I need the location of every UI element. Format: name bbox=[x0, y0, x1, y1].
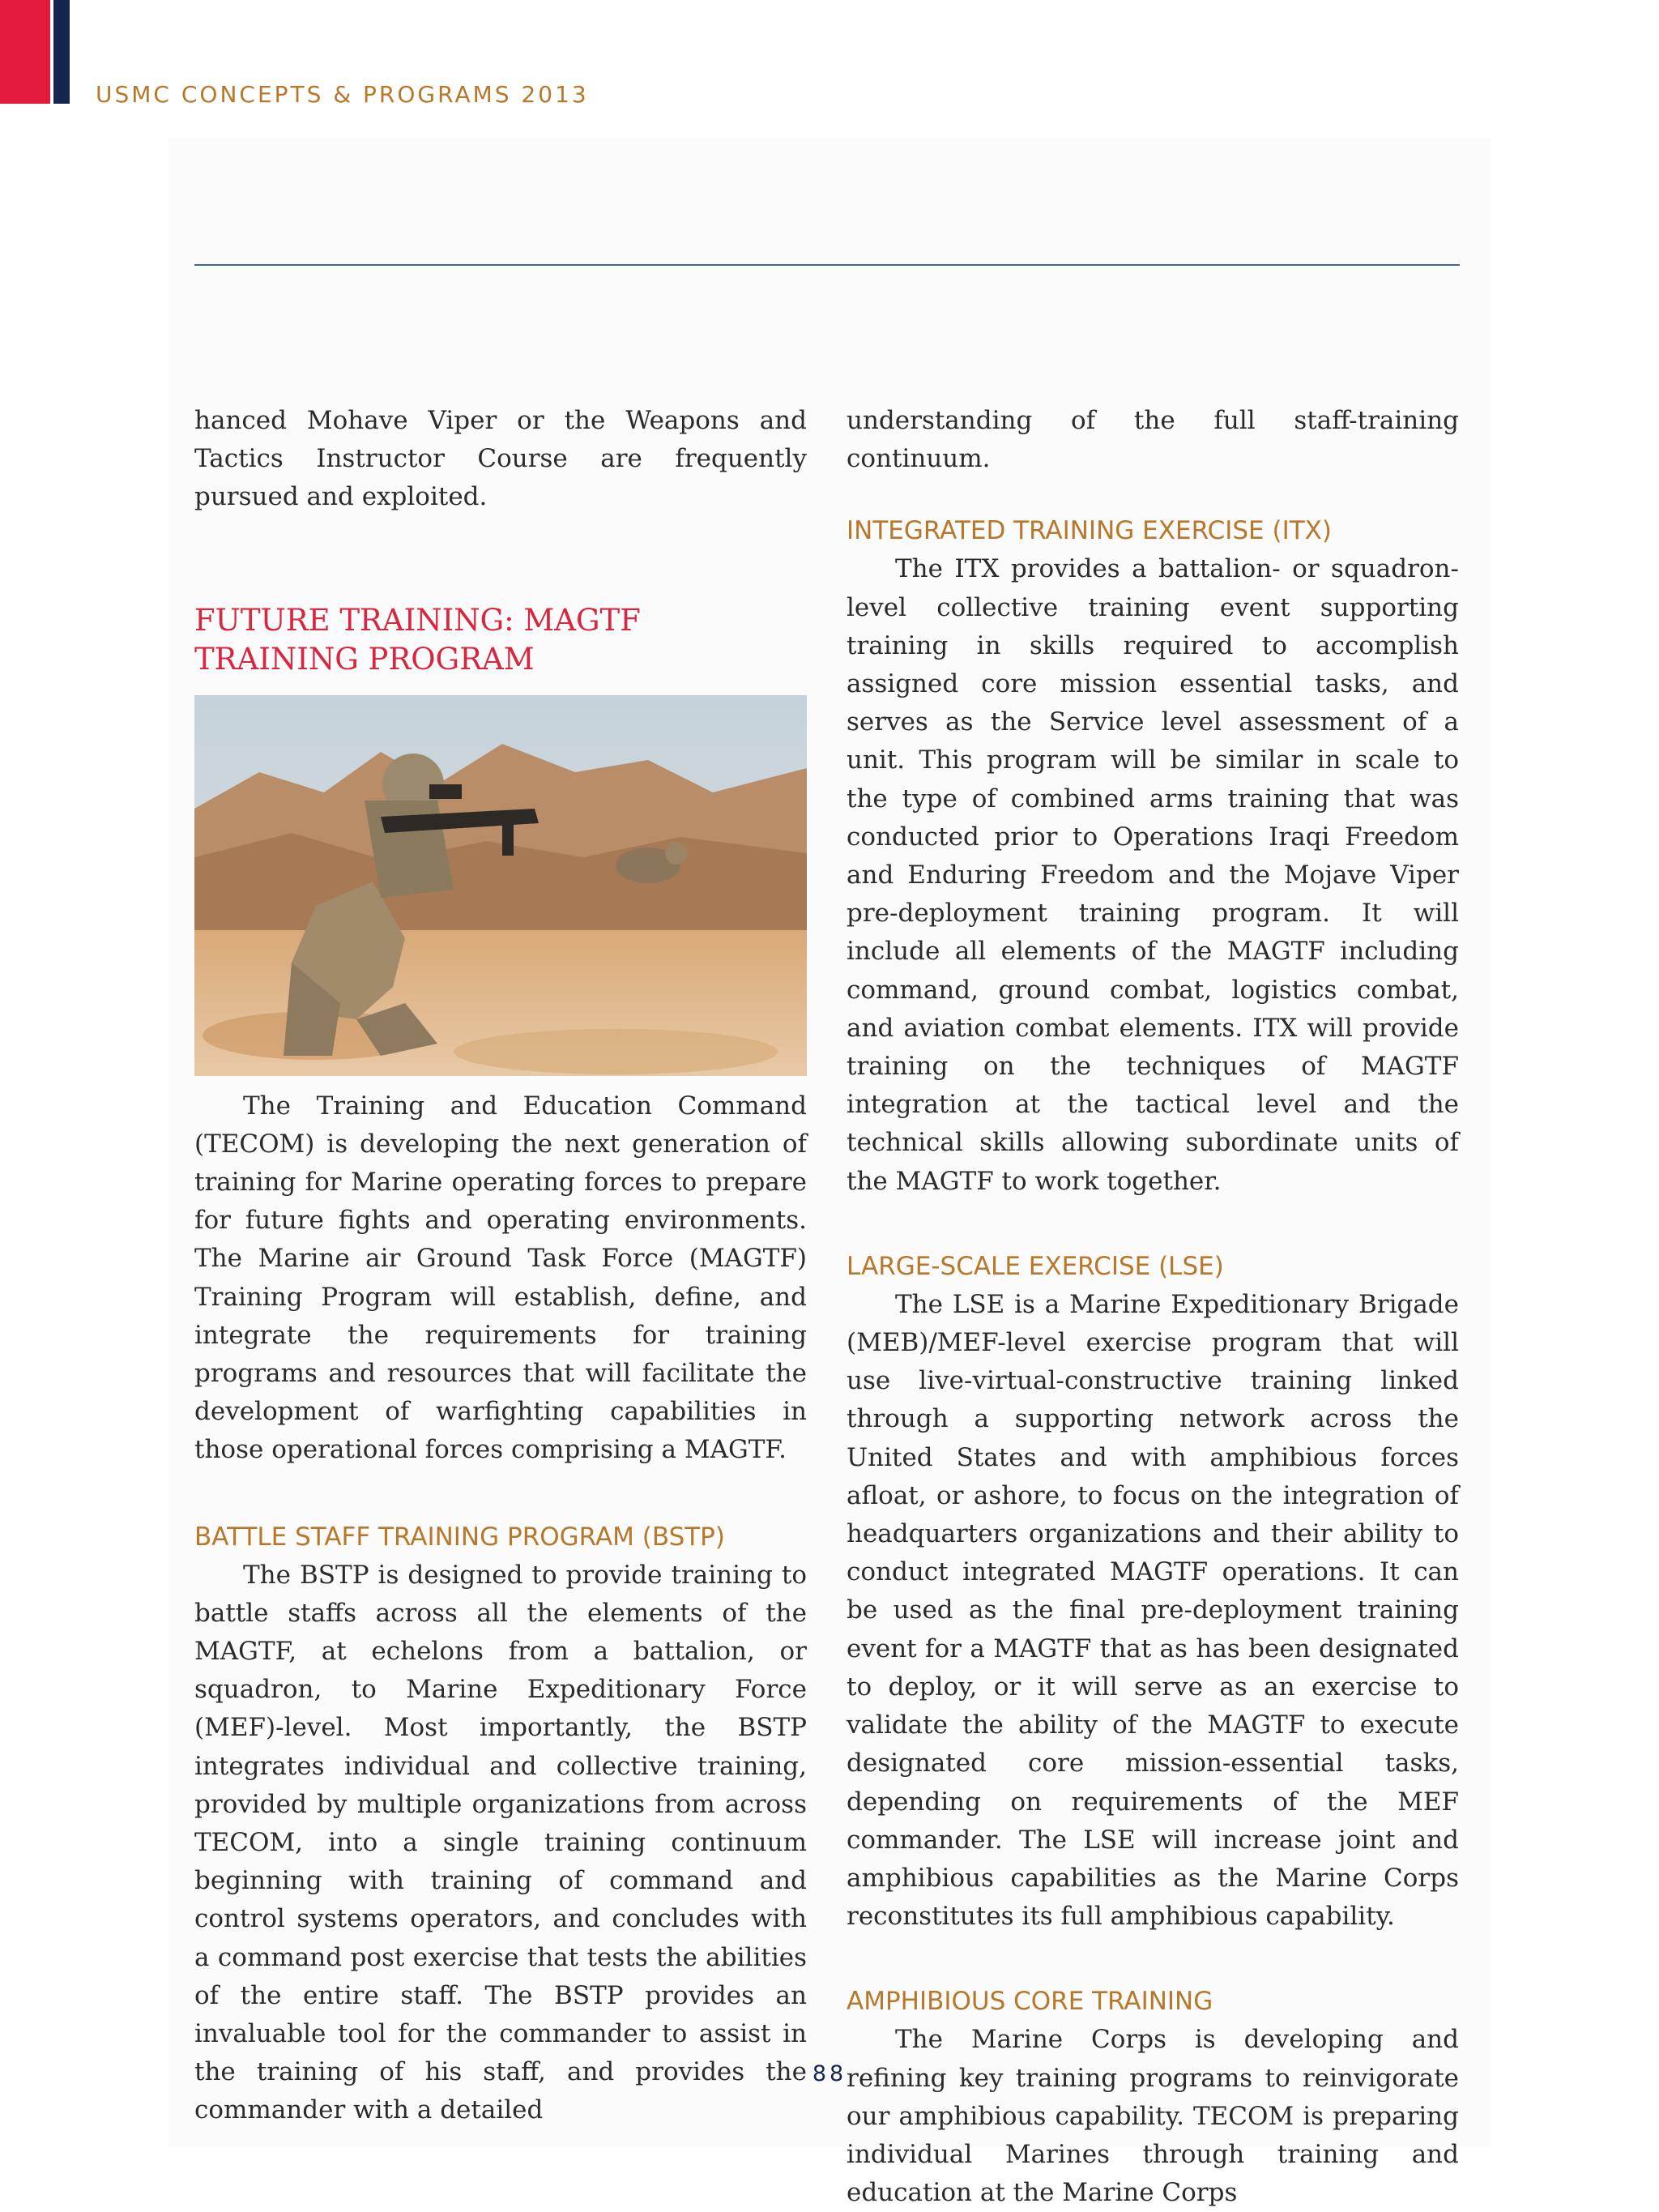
page-number: 88 bbox=[812, 2061, 847, 2086]
amphib-paragraph: The Marine Corps is developing and refining key training programs to reinvigorate our amphibious capability. TECOM is preparing individual Marines through training and education at the Marine Corps bbox=[847, 2025, 1459, 2208]
continuation-paragraph: understanding of the full staff-training continuum. bbox=[847, 406, 1459, 474]
section-heading: FUTURE TRAINING: MAGTF TRAINING PROGRAM bbox=[194, 602, 641, 677]
amphib-heading: AMPHIBIOUS CORE TRAINING bbox=[847, 1987, 1213, 2017]
brand-bar-red bbox=[0, 0, 50, 104]
bstp-paragraph: The BSTP is designed to provide training to battle staffs across all the elements of the MAGTF, at echelons from a battalion, or squadron, to Marine Expeditionary Force (MEF)-level. Most importantly, the BSTP integrates individual and collective training, provided by multiple organizations from across TECOM, into a single training continuum beginning with training of command and control systems operators, and concludes with a command post exercise that tests the abilities of the entire staff. The BSTP provides an invaluable tool for the commander to assist in the training of his staff, and provides the commander with a detailed bbox=[194, 1560, 807, 2125]
intro-paragraph: hanced Mohave Viper or the Weapons and Tactics Instructor Course are frequently pursued and exploited. bbox=[194, 406, 807, 512]
itx-paragraph: The ITX provides a battalion- or squadron-level collective training event supporting training in skills required to accomplish assigned core mission essential tasks, and serves as the Service level assessment of a unit. This program will be similar in scale to the type of combined arms training that was conducted prior to Operations Iraqi Freedom and Enduring Freedom and the Mojave Viper pre-deployment training program. It will include all elements of the MAGTF including command, ground combat, logistics combat, and aviation combat elements. ITX will provide training on the techniques of MAGTF integration at the tactical level and the technical skills allowing subordinate units of the MAGTF to work together. bbox=[847, 554, 1459, 1196]
right-column bbox=[847, 402, 1459, 2212]
lse-heading: LARGE-SCALE EXERCISE (LSE) bbox=[847, 1251, 1224, 1281]
running-header: USMC CONCEPTS & PROGRAMS 2013 bbox=[96, 81, 589, 108]
soldier-photo-icon bbox=[194, 695, 807, 1076]
brand-bar-navy bbox=[53, 0, 70, 104]
header-rule bbox=[194, 264, 1460, 266]
tecom-paragraph: The Training and Education Command (TECOM) is developing the next generation of training for Marine operating forces to prepare for future fights and operating environments. The Marine air Ground Task Force (MAGTF) Training Program will establish, define, and integrate the requirements for training programs and resources that will facilitate the development of warfighting capabilities in those operational forces comprising a MAGTF. bbox=[194, 1091, 807, 1465]
lse-paragraph: The LSE is a Marine Expeditionary Brigade (MEB)/MEF-level exercise program that will use live-virtual-constructive training linked through a supporting network across the United States and with amphibious forces afloat, or ashore, to focus on the integration of headquarters organizations and their ability to conduct integrated MAGTF operations. It can be used as the final pre-deployment training event for a MAGTF that as has been designated to deploy, or it will serve as an exercise to validate the ability of the MAGTF to execute designated core mission-essential tasks, depending on requirements of the MEF commander. The LSE will increase joint and amphibious capabilities as the Marine Corps reconstitutes its full amphibious capability. bbox=[847, 1289, 1459, 1932]
left-column bbox=[194, 402, 807, 2130]
itx-heading: INTEGRATED TRAINING EXERCISE (ITX) bbox=[847, 516, 1332, 546]
bstp-heading: BATTLE STAFF TRAINING PROGRAM (BSTP) bbox=[194, 1522, 725, 1552]
